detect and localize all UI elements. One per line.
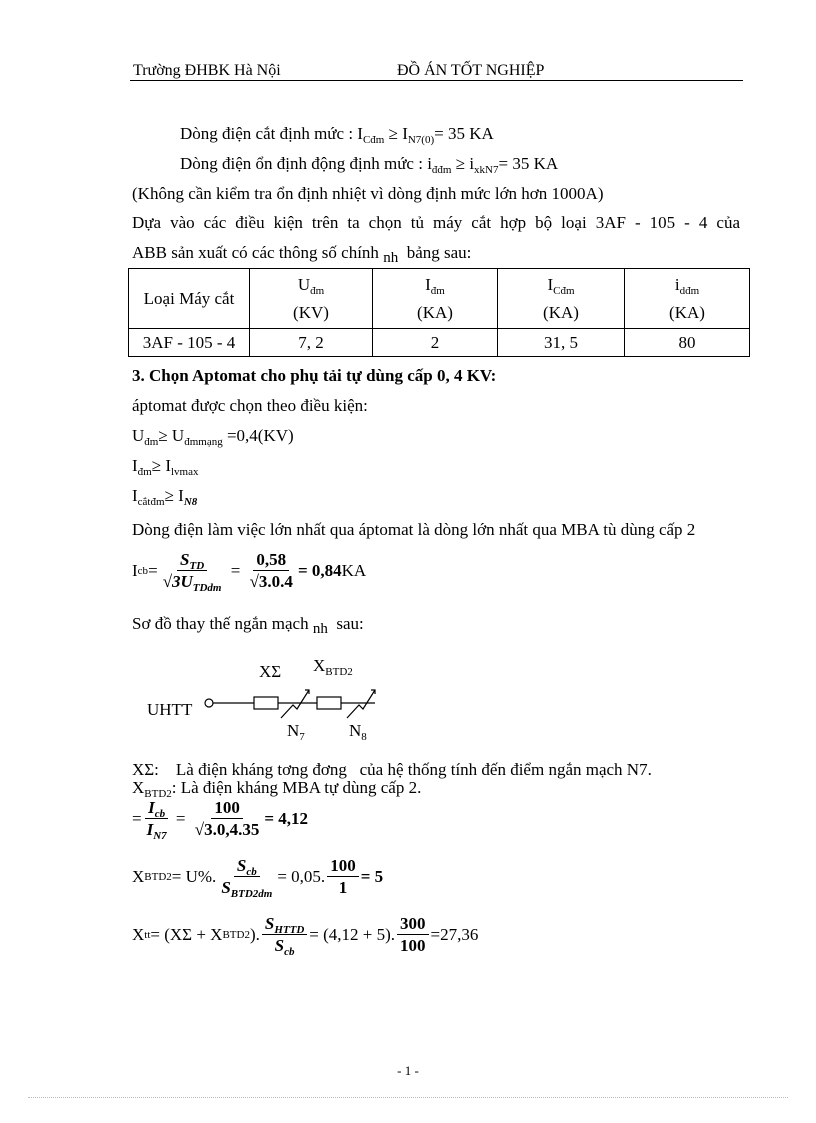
xbtd2-label: $X_{BTD2}$ — [313, 656, 353, 678]
breaker-spec-table — [128, 268, 750, 357]
section-intro: áptomat được chọn theo điều kiện: — [132, 396, 368, 415]
header-school: Trường ĐHBK Hà Nội — [133, 62, 281, 79]
table-cell: 7, 2 — [250, 329, 373, 357]
table-header-row — [129, 269, 750, 329]
eq3-fraction-1: $\frac{S_{HTTD}}{S_{cb}}$ — [262, 914, 307, 955]
n8-label: $N_8$ — [349, 721, 367, 743]
short-circuit-diagram — [195, 680, 425, 730]
condition-dynamic-current: Dòng điện ổn định động định mức : $i_{đđm} \ge i_{xkN7}= 35$ KA — [180, 154, 559, 176]
header-title: ĐỒ ÁN TỐT NGHIỆP — [397, 62, 545, 79]
equation-xtt: X tt = (XΣ + X BTD2 ). $\frac{S_{HTTD}}{S_{cb}}$ = (4,12 + 5). $\frac{300}{100}$ =27,36 — [132, 914, 479, 958]
definition-xbtd2: $X_{BTD2}$: Là điện kháng MBA tự dùng cấp 2. — [132, 778, 422, 800]
eq1-fraction-1: $\frac{I_{cb}}{I_{N7}}$ — [146, 798, 167, 842]
eq3-fraction-2: $\frac{300}{100}$ — [397, 914, 429, 955]
choose-line-1: Dựa vào các điều kiện trên ta chọn tủ máy cắt hợp bộ loại 3AF - 105 - 4 của — [132, 213, 740, 232]
condition-breaking: $I_{cắtđm}\ge I_{N8}$ — [132, 486, 198, 508]
table-header-iddm: $i_{dđm}$ (KA) — [625, 269, 750, 329]
table-row — [129, 329, 750, 357]
xsigma-label: XΣ — [259, 662, 282, 681]
fault-n8-arrow — [347, 690, 375, 718]
n7-label: $N_7$ — [287, 721, 305, 743]
definition-xsigma: XΣ: Là điện kháng tơng đơng của hệ thống tính đến điểm ngắn mạch N7. — [132, 760, 652, 779]
footer-rule — [28, 1097, 788, 1098]
table-header-icdm: $I_{Cđm}$ (KA) — [498, 269, 625, 329]
eq1-fraction-2: $\frac{100}{√3.0,4.35}$ — [194, 798, 260, 839]
diagram-title: Sơ đồ thay thế ngắn mạch nh sau: — [132, 614, 364, 637]
source-terminal — [205, 699, 213, 707]
condition-voltage: $U_{đm}\ge U_{đmmạng} =0,4(KV)$ — [132, 426, 294, 448]
equation-xbtd2: X BTD2 = U%. $\frac{S_{cb}}{S_{BTD2dm}}$ = 0,05. $\frac{100}{1}$ = 5 — [132, 856, 384, 900]
eq2-fraction-2: $\frac{100}{1}$ — [327, 856, 359, 897]
header-rule — [130, 80, 743, 81]
note-thermal: (Không cần kiểm tra ổn định nhiệt vì dòng định mức lớn hơn 1000A) — [132, 184, 604, 203]
max-current-paragraph: Dòng điện làm việc lớn nhất qua áptomat là dòng lớn nhất qua MBA tù dùng cấp 2 — [132, 520, 696, 539]
table-cell: 2 — [373, 329, 498, 357]
impedance-xbtd2 — [317, 697, 341, 709]
impedance-xsigma — [254, 697, 278, 709]
table-header-idm: $I_{đm}$ (KA) — [373, 269, 498, 329]
table-header-udm: $U_{đm}$ (KV) — [250, 269, 373, 329]
fault-n7-arrow — [281, 690, 309, 718]
page-number: - 1 - — [397, 1063, 419, 1078]
equation-xsigma: = $\frac{I_{cb}}{I_{N7}}$ = $\frac{100}{√3.0,4.35}$ = 4,12 — [132, 798, 309, 842]
table-cell: 3AF - 105 - 4 — [129, 329, 250, 357]
section-heading: 3. Chọn Aptomat cho phụ tải tự dùng cấp 0, 4 KV: — [132, 366, 497, 385]
table-cell: 80 — [625, 329, 750, 357]
uhtt-label: UHTT — [147, 700, 193, 719]
eq2-fraction-1: $\frac{S_{cb}}{S_{BTD2dm}}$ — [221, 856, 273, 900]
choose-line-2: ABB sản xuất có các thông số chính nh bảng sau: — [132, 243, 472, 266]
condition-breaking-current: Dòng điện cắt định mức : $I_{Cđm} \ge I_{N7(0)}= 35$ KA — [180, 124, 494, 146]
table-cell: 31, 5 — [498, 329, 625, 357]
table-header-type: Loại Máy cắt — [129, 269, 250, 329]
icb-fraction-1: $\frac{S_{TD}}{√3U_{TDdm}}$ — [162, 550, 222, 594]
icb-formula: I cb = $\frac{S_{TD}}{√3U_{TDdm}}$ = $\frac{0,58}{√3.0.4}$ = 0,84 KA — [132, 550, 367, 594]
icb-fraction-2: $\frac{0,58}{√3.0.4}$ — [249, 550, 293, 591]
condition-current: $I_{đm}\ge I_{lvmax}$ — [132, 456, 199, 478]
